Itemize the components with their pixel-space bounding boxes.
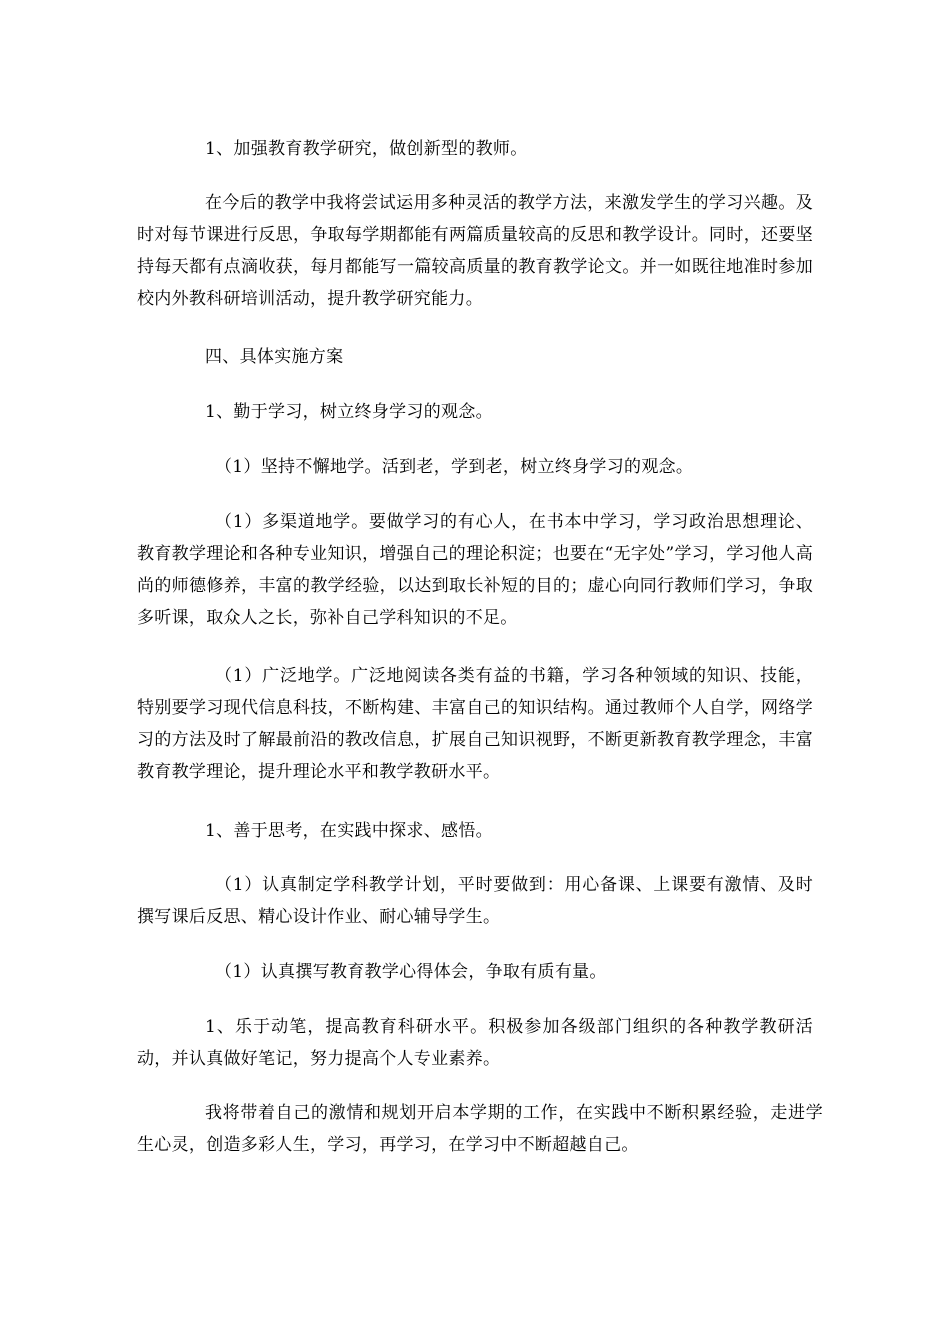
paragraph-10: （1）认真撰写教育教学心得体会，争取有质有量。 xyxy=(215,962,607,982)
paragraph-7: （1）广泛地学。广泛地阅读各类有益的书籍，学习各种领域的知识、技能，特别要学习现代信息科技，不断构建、丰富自己的知识结构。通过教师个人自学，网络学习的方法及时了解最前沿的教改信息，扩展自己知识视野，不断更新教育教学理念，丰富教育教学理论，提升理论水平和教学教研水平。 xyxy=(137,666,813,782)
paragraph-2: 在今后的教学中我将尝试运用多种灵活的教学方法，来激发学生的学习兴趣。及时对每节课进行反思，争取每学期都能有两篇质量较高的反思和教学设计。同时，还要坚持每天都有点滴收获，每月都能写一篇较高质量的教育教学论文。并一如既往地准时参加校内外教科研培训活动，提升教学研究能力。 xyxy=(137,193,813,309)
paragraph-11: 1、乐于动笔，提高教育科研水平。积极参加各级部门组织的各种教学教研活动，并认真做好笔记，努力提高个人专业素养。 xyxy=(137,1017,813,1069)
paragraph-4: 1、勤于学习，树立终身学习的观念。 xyxy=(205,402,493,422)
paragraph-6: （1）多渠道地学。要做学习的有心人，在书本中学习，学习政治思想理论、教育教学理论和各种专业知识，增强自己的理论积淀；也要在“无字处”学习，学习他人高尚的师德修养，丰富的教学经验，以达到取长补短的目的；虚心向同行教师们学习，争取多听课，取众人之长，弥补自己学科知识的不足。 xyxy=(137,512,813,628)
paragraph-5: （1）坚持不懈地学。活到老，学到老，树立终身学习的观念。 xyxy=(215,457,694,477)
paragraph-9: （1）认真制定学科教学计划，平时要做到：用心备课、上课要有激情、及时撰写课后反思、精心设计作业、耐心辅导学生。 xyxy=(137,875,813,927)
section-heading: 四、具体实施方案 xyxy=(205,347,344,367)
paragraph-8: 1、善于思考，在实践中探求、感悟。 xyxy=(205,821,493,841)
paragraph-1: 1、加强教育教学研究，做创新型的教师。 xyxy=(205,139,528,159)
paragraph-12: 我将带着自己的激情和规划开启本学期的工作，在实践中不断积累经验，走进学生心灵，创造多彩人生，学习，再学习，在学习中不断超越自己。 xyxy=(137,1103,823,1155)
